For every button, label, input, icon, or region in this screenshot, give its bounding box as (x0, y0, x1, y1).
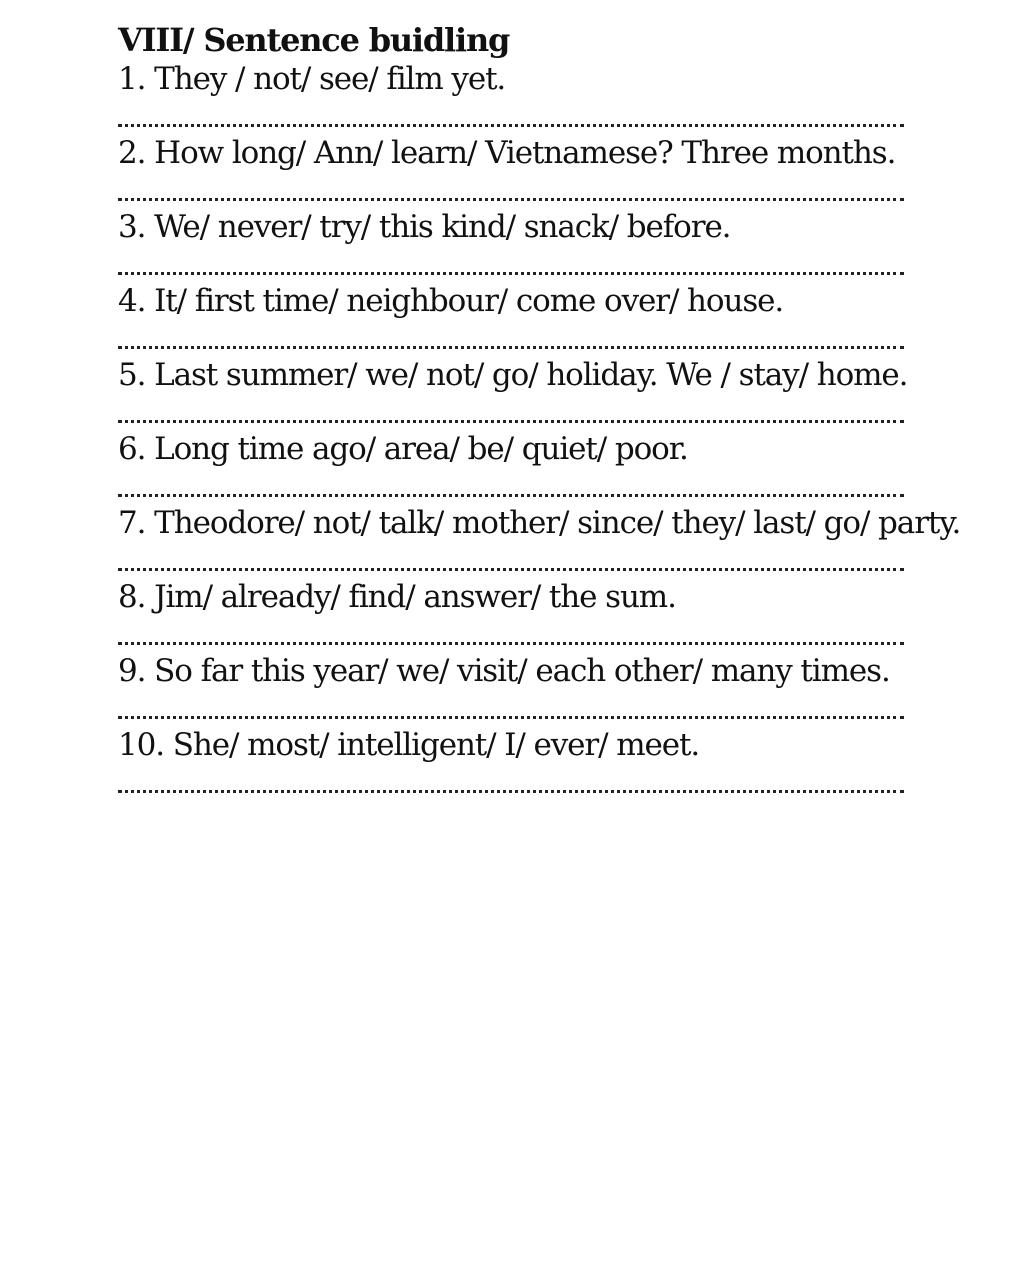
exercise-item-8 (118, 578, 998, 652)
prompt-sentence: 10. She/ most/ intelligent/ I/ ever/ meet. (118, 727, 700, 763)
answer-blank-line[interactable] (118, 468, 904, 504)
prompt-sentence: 3. We/ never/ try/ this kind/ snack/ before. (118, 209, 731, 245)
answer-blank-line[interactable] (118, 616, 904, 652)
worksheet (118, 20, 998, 800)
exercise-item-5 (118, 356, 998, 430)
exercise-item-9 (118, 652, 998, 726)
answer-blank-line[interactable] (118, 542, 904, 578)
answer-blank-line[interactable] (118, 394, 904, 430)
answer-blank-line[interactable] (118, 320, 904, 356)
exercise-item-6 (118, 430, 998, 504)
answer-blank-line[interactable] (118, 98, 904, 134)
prompt-sentence: 2. How long/ Ann/ learn/ Vietnamese? Three months. (118, 135, 896, 171)
exercise-item-2 (118, 134, 998, 208)
prompt-sentence: 4. It/ first time/ neighbour/ come over/ house. (118, 283, 784, 319)
section-heading: VIII/ Sentence buidling (118, 21, 510, 59)
exercise-item-1 (118, 60, 998, 134)
prompt-sentence: 7. Theodore/ not/ talk/ mother/ since/ they/ last/ go/ party. (118, 505, 961, 541)
exercise-item-4 (118, 282, 998, 356)
prompt-sentence: 1. They / not/ see/ film yet. (118, 61, 506, 97)
prompt-sentence: 5. Last summer/ we/ not/ go/ holiday. We / stay/ home. (118, 357, 908, 393)
prompt-sentence: 9. So far this year/ we/ visit/ each other/ many times. (118, 653, 890, 689)
prompt-sentence: 6. Long time ago/ area/ be/ quiet/ poor. (118, 431, 688, 467)
prompt-sentence: 8. Jim/ already/ find/ answer/ the sum. (118, 579, 676, 615)
exercise-item-3 (118, 208, 998, 282)
exercise-item-7 (118, 504, 998, 578)
answer-blank-line[interactable] (118, 172, 904, 208)
answer-blank-line[interactable] (118, 690, 904, 726)
answer-blank-line[interactable] (118, 246, 904, 282)
answer-blank-line[interactable] (118, 764, 904, 800)
exercise-item-10 (118, 726, 998, 800)
